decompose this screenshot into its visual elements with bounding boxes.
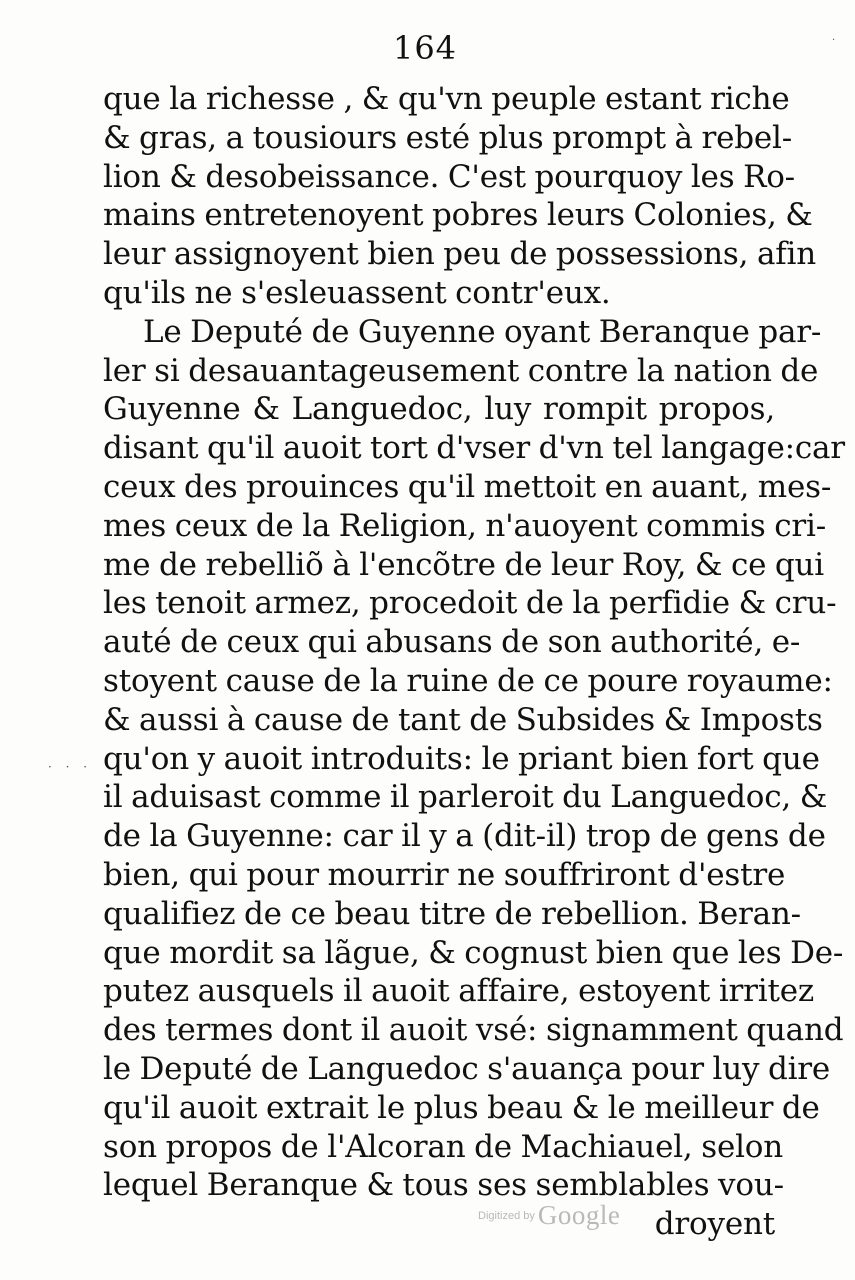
text-line: auté de ceux qui abusans de son authorité, e- [103, 624, 801, 661]
text-line: qualifiez de ce beau titre de rebellion. Beran- [103, 895, 801, 932]
catchword: droyent [654, 1206, 775, 1243]
text-line: ler si desauantageusement contre la nation de [103, 352, 819, 389]
stray-ink-mark: · · · [48, 760, 93, 774]
text-line: de la Guyenne: car il y a (dit-il) trop de gens de [103, 818, 826, 855]
text-line: lequel Beranque & tous ses semblables vou- [103, 1167, 784, 1204]
text-line: les tenoit armez, procedoit de la perfidie & cru- [103, 585, 837, 622]
text-line: bien, qui pour mourrir ne souffriront d'estre [103, 856, 786, 893]
digitized-by-watermark [478, 1200, 678, 1240]
text-line: ceux des prouinces qu'il mettoit en auant, mes- [103, 468, 832, 505]
paragraph-start-line: Le Deputé de Guyenne oyant Beranque par- [143, 313, 822, 350]
page-number: 164 [392, 29, 458, 67]
text-line: me de rebelliõ à l'encõtre de leur Roy, & ce qui [103, 546, 825, 583]
google-logo: Google [537, 1200, 621, 1230]
text-line: lion & desobeissance. C'est pourquoy les Ro- [103, 158, 795, 195]
text-line: & aussi à cause de tant de Subsides & Imposts [103, 701, 823, 738]
text-line: putez ausquels il auoit affaire, estoyent irritez [103, 973, 815, 1010]
text-line: & gras, a tousiours esté plus prompt à rebel- [103, 119, 793, 156]
text-line: disant qu'il auoit tort d'vser d'vn tel langage:car [103, 430, 845, 467]
text-line: il aduisast comme il parleroit du Languedoc, & [103, 779, 828, 816]
watermark-prefix: Digitized by [478, 1209, 535, 1222]
text-line: qu'ils ne s'esleuassent contr'eux. [103, 274, 611, 311]
text-line: qu'il auoit extrait le plus beau & le meilleur de [103, 1089, 820, 1126]
body-text [103, 80, 845, 1244]
text-line: le Deputé de Languedoc s'auança pour luy dire [103, 1050, 831, 1087]
text-line: Guyenne & Languedoc, luy rompit propos, [103, 391, 775, 428]
stray-ink-mark: · [832, 35, 836, 46]
text-line: mes ceux de la Religion, n'auoyent commis cri- [103, 507, 827, 544]
text-line: que mordit sa lãgue, & cognust bien que les De- [103, 934, 844, 971]
text-line: des termes dont il auoit vsé: signamment quand [103, 1012, 844, 1049]
text-line: que la richesse , & qu'vn peuple estant riche [103, 81, 790, 117]
text-line: leur assignoyent bien peu de possessions, afin [103, 236, 816, 273]
text-line: son propos de l'Alcoran de Machiauel, selon [103, 1128, 784, 1165]
text-line: mains entretenoyent pobres leurs Colonies, & [103, 197, 813, 234]
text-line: qu'on y auoit introduits: le priant bien fort que [103, 740, 820, 777]
text-line: stoyent cause de la ruine de ce poure royaume: [103, 662, 833, 699]
